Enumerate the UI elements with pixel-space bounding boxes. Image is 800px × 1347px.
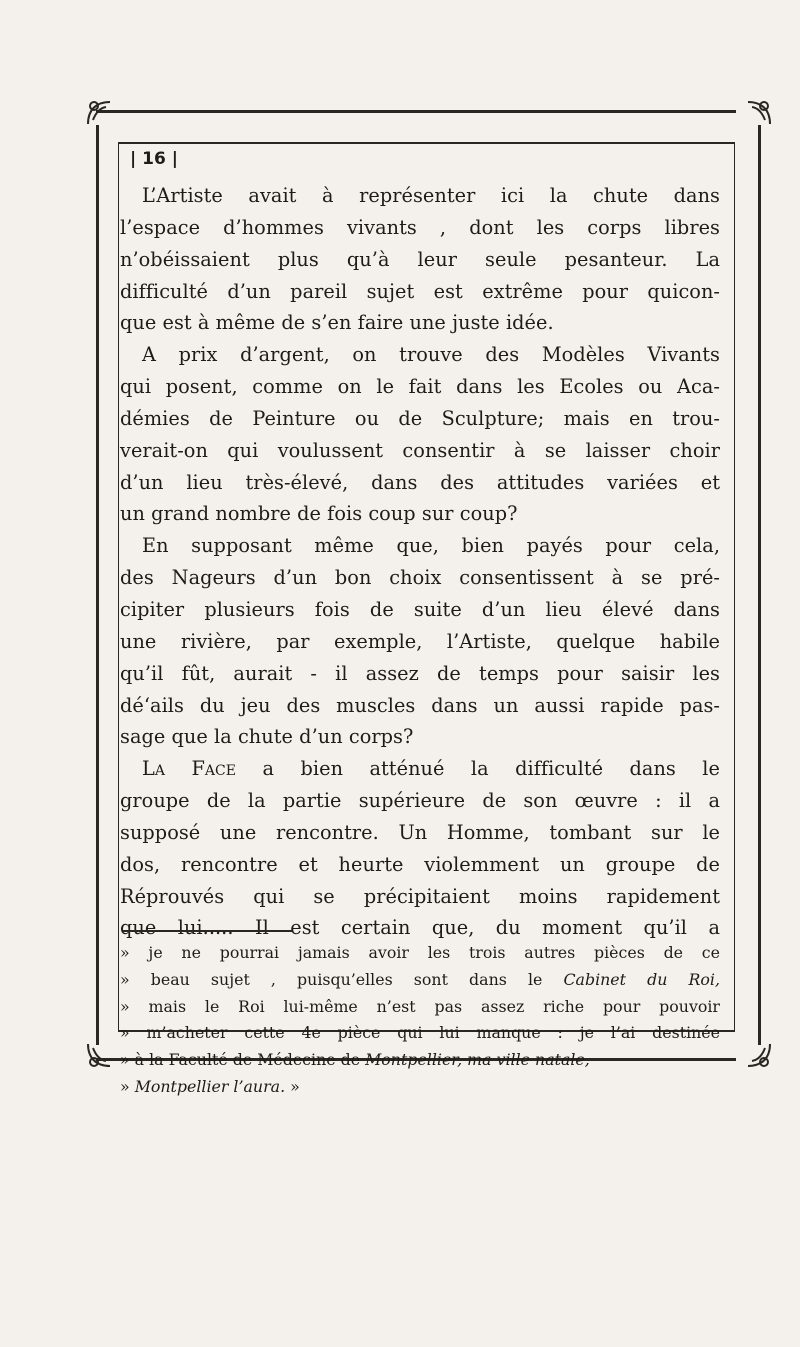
page-number: | 16 | <box>130 149 178 169</box>
text-line: n’obéissaient plus qu’à leur seule pesanteur. La <box>120 247 720 271</box>
text-line: que lui..... Il est certain que, du moment qu’il a <box>120 916 720 940</box>
text-line: Réprouvés qui se précipitaient moins rapidement <box>120 884 720 908</box>
italic-reference: Montpellier, ma ville natale, <box>365 1050 590 1070</box>
frame-right-outer <box>758 125 761 1045</box>
italic-reference: Cabinet du Roi, <box>563 969 720 989</box>
text-line: cipiter plusieurs fois de suite d’un lieu élevé dans <box>120 597 720 621</box>
footnote-rule <box>122 930 292 932</box>
frame-left-inner <box>118 142 119 1032</box>
text-line: dé‘ails du jeu des muscles dans un aussi rapide pas- <box>120 693 720 717</box>
ornament-bottom-right-icon <box>744 1040 774 1070</box>
text-line: sage que la chute d’un corps? <box>120 725 414 749</box>
frame-top-inner <box>118 142 734 144</box>
footnote-line <box>120 967 720 994</box>
text-line: supposé une rencontre. Un Homme, tombant sur le <box>120 820 720 844</box>
text-line: des Nageurs d’un bon choix consentissent à se pré- <box>120 566 720 590</box>
footnote <box>120 940 720 1101</box>
body-text <box>120 180 720 944</box>
text-line: un grand nombre de fois coup sur coup? <box>120 502 518 526</box>
text-line: une rivière, par exemple, l’Artiste, quelque habile <box>120 629 720 653</box>
ornament-top-left-icon <box>84 98 114 128</box>
text-line: l’espace d’hommes vivants , dont les corps libres <box>120 215 720 239</box>
text-line: dos, rencontre et heurte violemment un groupe de <box>120 852 720 876</box>
footnote-closing: » <box>285 1076 300 1096</box>
text-line: que est à même de s’en faire une juste idée. <box>120 311 554 335</box>
text-line: groupe de la partie supérieure de son œuvre : il a <box>120 789 720 813</box>
footnote-line <box>120 1074 720 1101</box>
frame-top-outer <box>96 110 736 113</box>
italic-reference: Montpellier l’aura. <box>134 1076 286 1096</box>
ornament-top-right-icon <box>744 98 774 128</box>
footnote-line-text: » <box>120 1076 135 1096</box>
footnote-line: » m’acheter cette 4e pièce qui lui manque : je l’ai destinée <box>120 1023 720 1043</box>
text-line: qui posent, comme on le fait dans les Ecoles ou Aca- <box>120 375 720 399</box>
frame-left-outer <box>96 125 99 1045</box>
text-line: difficulté d’un pareil sujet est extrême pour quicon- <box>120 279 720 303</box>
text-line: d’un lieu très-élevé, dans des attitudes variées et <box>120 470 720 494</box>
frame-right-inner <box>734 142 735 1032</box>
text-line <box>120 753 720 785</box>
text-line: démies de Peinture ou de Sculpture; mais en trou- <box>120 406 720 430</box>
text-line: qu’il fût, aurait - il assez de temps pour saisir les <box>120 661 720 685</box>
text-line-rest: a bien atténué la difficulté dans le <box>262 757 720 781</box>
text-line: L’Artiste avait à représenter ici la chute dans <box>142 184 720 207</box>
ornament-bottom-left-icon <box>84 1040 114 1070</box>
footnote-line <box>120 1047 720 1074</box>
footnote-line: » je ne pourrai jamais avoir les trois autres pièces de ce <box>120 943 720 962</box>
footnote-line-text: » beau sujet , puisqu’elles sont dans le <box>120 969 543 989</box>
text-line: A prix d’argent, on trouve des Modèles Vivants <box>142 343 720 367</box>
text-line: verait-on qui voulussent consentir à se laisser choir <box>120 438 720 462</box>
footnote-line: » mais le Roi lui-même n’est pas assez riche pour pouvoir <box>120 996 720 1016</box>
text-line: En supposant même que, bien payés pour cela, <box>142 534 720 558</box>
smallcaps-lead: La Face <box>142 757 237 781</box>
footnote-line-text: » à la Faculté de Médecine de <box>120 1050 361 1070</box>
